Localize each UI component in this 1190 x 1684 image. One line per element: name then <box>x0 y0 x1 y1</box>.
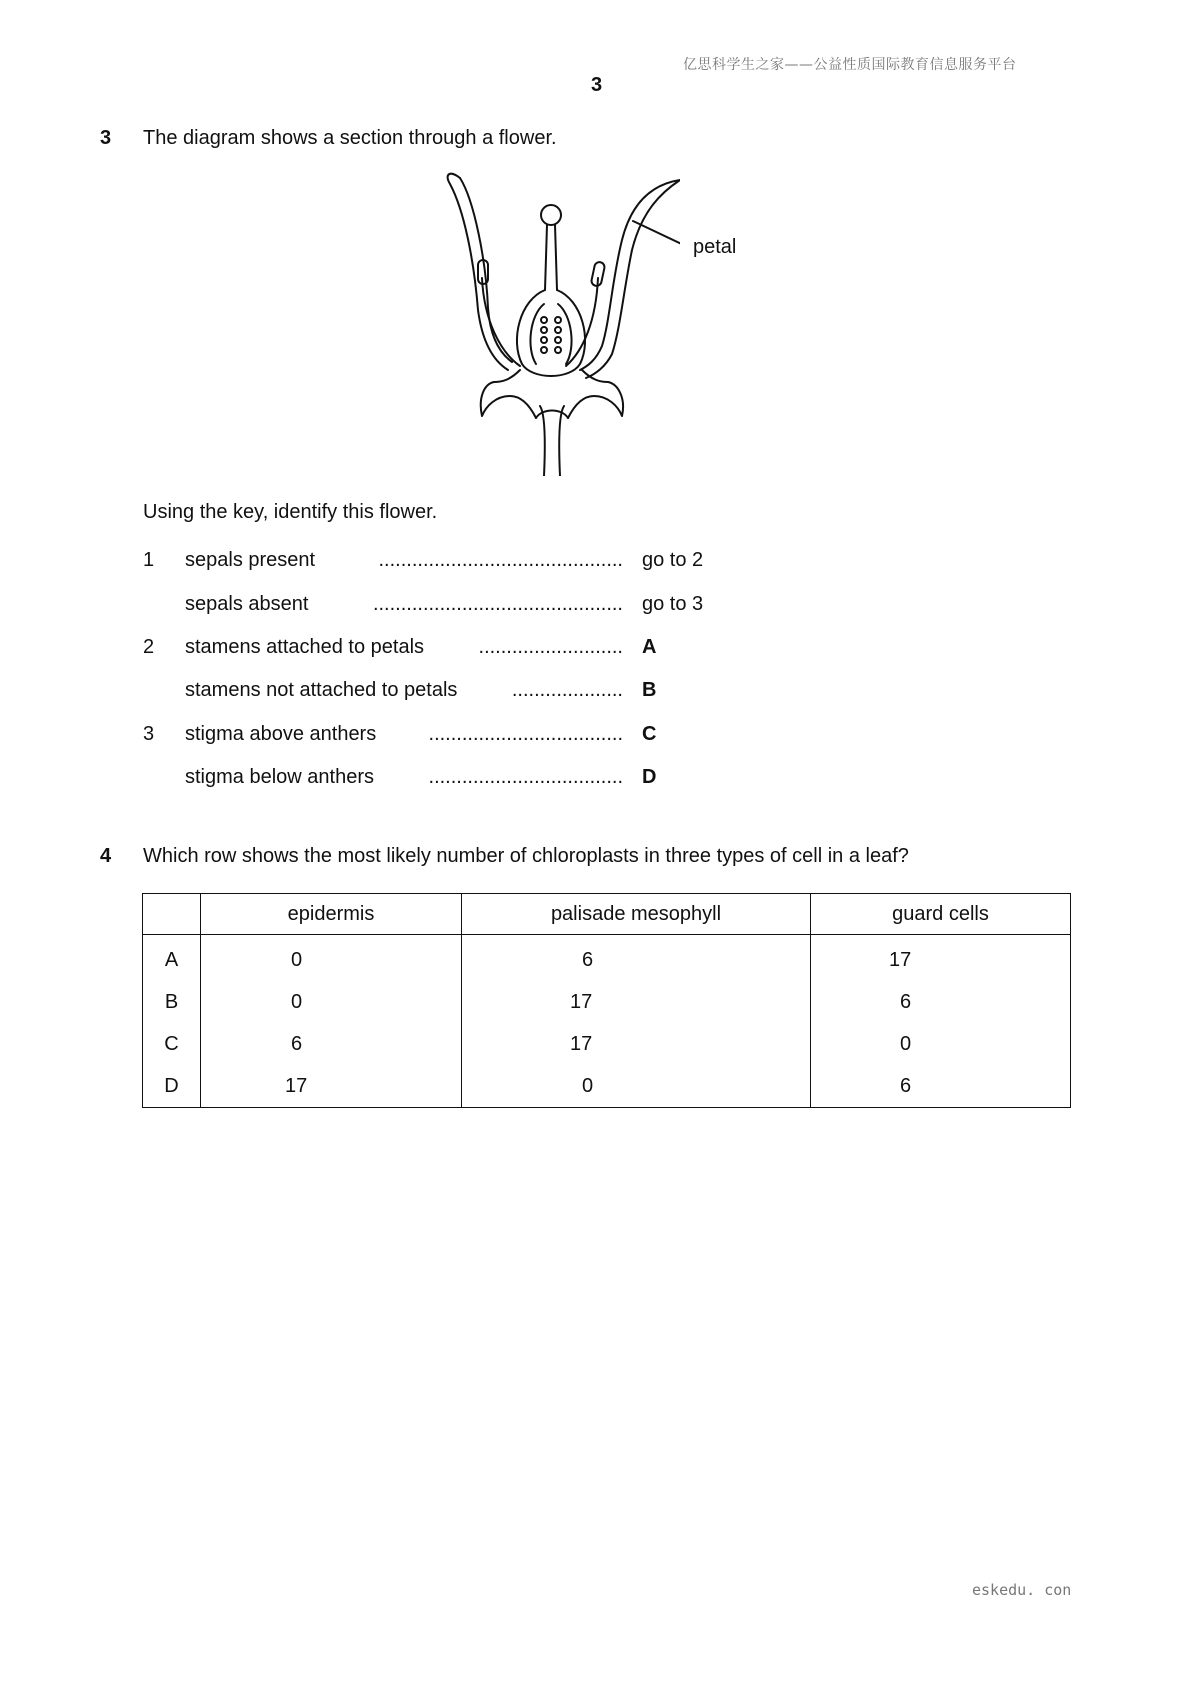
left-sepal <box>481 382 536 418</box>
ovules <box>541 317 561 353</box>
row-label: A <box>143 935 201 982</box>
key-row-text: sepals absent <box>185 593 309 615</box>
table-row <box>143 1023 1071 1065</box>
petal-pointer-line <box>633 221 680 248</box>
header-site-text: 亿思科学生之家——公益性质国际教育信息服务平台 <box>683 57 1017 73</box>
key-row-result: C <box>642 723 657 745</box>
table-cell: 0 <box>462 1065 811 1108</box>
question-3-number: 3 <box>100 127 112 149</box>
table-header-row <box>143 894 1071 935</box>
table-cell: 6 <box>811 981 1071 1023</box>
key-row-dots: ................................... <box>428 723 623 745</box>
key-row-result: A <box>642 636 657 658</box>
row-label: C <box>143 1023 201 1065</box>
table-cell: 17 <box>462 981 811 1023</box>
key-row-dots: ................................... <box>428 766 623 788</box>
table-header-cell: epidermis <box>201 894 462 935</box>
key-row-result: go to 2 <box>642 549 704 571</box>
table-cell: 0 <box>201 935 462 982</box>
table-header-cell: guard cells <box>811 894 1071 935</box>
page-number: 3 <box>591 74 603 96</box>
footer-site-text: eskedu. con <box>972 1581 1072 1599</box>
table-cell: 6 <box>462 935 811 982</box>
left-petal-inner <box>460 178 512 362</box>
key-row-dots: .......................... <box>478 636 623 658</box>
key-row-text: stigma above anthers <box>185 723 377 745</box>
question-3-text: The diagram shows a section through a flower. <box>143 127 557 149</box>
row-label: D <box>143 1065 201 1108</box>
key-row-dots: .................... <box>511 679 623 701</box>
table-cell: 0 <box>811 1023 1071 1065</box>
ovary-inner <box>530 304 571 364</box>
table-cell: 6 <box>201 1023 462 1065</box>
table-cell: 17 <box>811 935 1071 982</box>
table-row <box>143 935 1071 982</box>
table-cell: 17 <box>462 1023 811 1065</box>
flower-section-diagram <box>440 170 680 476</box>
chloroplast-table <box>142 893 1071 1108</box>
table-row <box>143 1065 1071 1108</box>
key-row-number: 2 <box>143 636 155 658</box>
table-cell: 6 <box>811 1065 1071 1108</box>
key-prompt: Using the key, identify this flower. <box>143 501 438 523</box>
key-row-dots: ............................................ <box>378 549 623 571</box>
table-header-cell <box>143 894 201 935</box>
key-row-text: sepals present <box>185 549 316 571</box>
key-row-text: stamens not attached to petals <box>185 679 458 701</box>
question-4-number: 4 <box>100 845 112 867</box>
stalk-top <box>536 411 568 419</box>
key-row-text: stamens attached to petals <box>185 636 425 658</box>
key-row-text: stigma below anthers <box>185 766 374 788</box>
petal-label: petal <box>693 236 737 258</box>
table-cell: 0 <box>201 981 462 1023</box>
key-row-result: go to 3 <box>642 593 704 615</box>
question-4-text: Which row shows the most likely number of chloroplasts in three types of cell in a leaf? <box>143 845 909 867</box>
table-row <box>143 981 1071 1023</box>
ovary <box>517 290 585 376</box>
row-label: B <box>143 981 201 1023</box>
right-petal <box>580 180 680 370</box>
flower-stalk <box>540 406 564 476</box>
table-cell: 17 <box>201 1065 462 1108</box>
table-header-cell: palisade mesophyll <box>462 894 811 935</box>
key-row-number: 3 <box>143 723 155 745</box>
stigma <box>541 205 561 225</box>
key-row-dots: ............................................. <box>372 593 623 615</box>
key-row-number: 1 <box>143 549 155 571</box>
style <box>545 225 557 290</box>
right-sepal <box>568 382 623 418</box>
key-row-result: D <box>642 766 657 788</box>
key-row-result: B <box>642 679 657 701</box>
